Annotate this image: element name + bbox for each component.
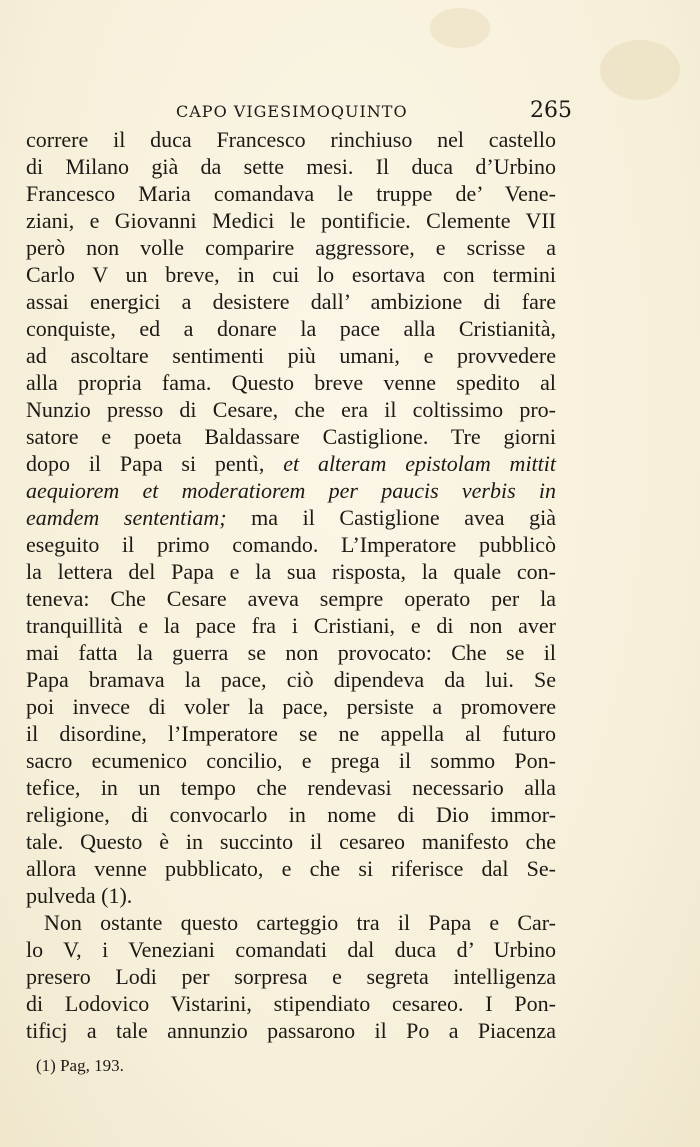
text-line: la lettera del Papa e la sua risposta, la quale con- (26, 559, 556, 584)
chapter-title: CAPO VIGESIMOQUINTO (176, 102, 408, 121)
text-line: tefice, in un tempo che rendevasi necessario alla (26, 775, 556, 800)
text-line-mixed (26, 504, 556, 531)
text-line: correre il duca Francesco rinchiuso nel castello (26, 127, 556, 152)
text-line: religione, di convocarlo in nome di Dio immor- (26, 802, 556, 827)
text-line: sacro ecumenico concilio, e prega il sommo Pon- (26, 748, 556, 773)
text-line-italic (26, 477, 556, 504)
text-line: però non volle comparire aggressore, e scrisse a (26, 235, 556, 260)
text-line: di Lodovico Vistarini, stipendiato cesareo. I Pon- (26, 991, 556, 1016)
text-line: allora venne pubblicato, e che si riferisce dal Se- (26, 856, 556, 881)
text-line: Papa bramava la pace, ciò dipendeva da lui. Se (26, 667, 556, 692)
italic-segment: et alteram epistolam mittit (283, 451, 557, 476)
text-line: lo V, i Veneziani comandati dal duca d’ Urbino (26, 937, 556, 962)
text-line: tificj a tale annunzio passarono il Po a Piacenza (26, 1018, 556, 1043)
text-segment: dopo il Papa si pentì, (26, 451, 265, 476)
text-line: ad ascoltare sentimenti più umani, e provvedere (26, 343, 556, 368)
text-line: Francesco Maria comandava le truppe de’ Vene- (26, 181, 556, 206)
text-line: alla propria fama. Questo breve venne spedito al (26, 370, 556, 395)
text-line: eseguito il primo comando. L’Imperatore pubblicò (26, 532, 556, 557)
running-header (26, 98, 572, 128)
text-line: presero Lodi per sorpresa e segreta intelligenza (26, 964, 556, 989)
text-line: mai fatta la guerra se non provocato: Che se il (26, 640, 556, 665)
footnote: (1) Pag, 193. (36, 1056, 124, 1075)
text-line: tale. Questo è in succinto il cesareo manifesto che (26, 829, 556, 854)
page-number: 265 (530, 98, 572, 123)
text-line-mixed (26, 450, 556, 477)
text-line: Nunzio presso di Cesare, che era il coltissimo pro- (26, 397, 556, 422)
text-line: Carlo V un breve, in cui lo esortava con termini (26, 262, 556, 287)
body-text (26, 126, 556, 1044)
text-line: poi invece di voler la pace, persiste a promovere (26, 694, 556, 719)
italic-segment: eamdem sententiam; (26, 505, 227, 530)
paper-stain (430, 8, 490, 48)
italic-segment: aequiorem et moderatiorem per paucis verbis in (26, 478, 556, 503)
text-line: tranquillità e la pace fra i Cristiani, e di non aver (26, 613, 556, 638)
text-line: pulveda (1). (26, 883, 133, 908)
text-segment: ma il Castiglione avea già (251, 505, 556, 530)
text-line: teneva: Che Cesare aveva sempre operato per la (26, 586, 556, 611)
text-line: di Milano già da sette mesi. Il duca d’Urbino (26, 154, 556, 179)
text-line: conquiste, ed a donare la pace alla Cristianità, (26, 316, 556, 341)
paper-stain (600, 40, 680, 100)
text-line: il disordine, l’Imperatore se ne appella al futuro (26, 721, 556, 746)
text-line: Non ostante questo carteggio tra il Papa e Car- (44, 910, 556, 935)
text-line: ziani, e Giovanni Medici le pontificie. Clemente VII (26, 208, 556, 233)
text-line: satore e poeta Baldassare Castiglione. Tre giorni (26, 424, 556, 449)
text-line: assai energici a desistere dall’ ambizione di fare (26, 289, 556, 314)
